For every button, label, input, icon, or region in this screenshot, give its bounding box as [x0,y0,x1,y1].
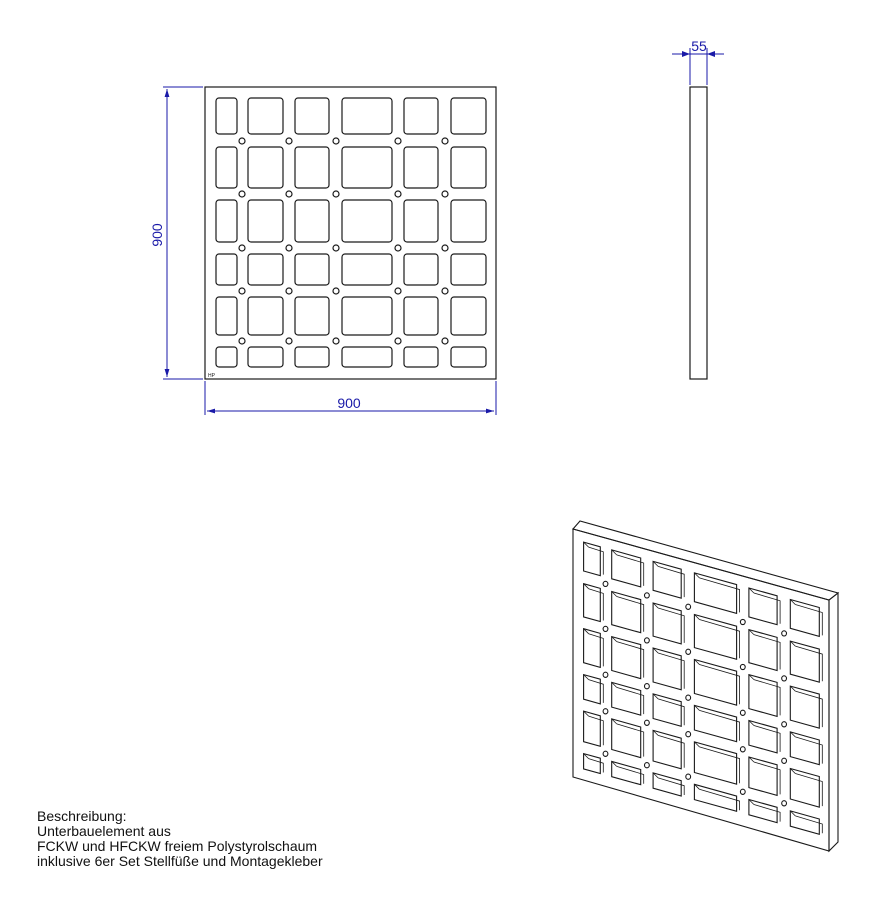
front-cell [451,147,486,188]
front-cell [248,297,283,335]
iso-cell [749,675,777,717]
iso-cell [584,542,601,576]
iso-cell [790,600,819,637]
front-hole [333,138,339,144]
front-cell [295,98,329,134]
iso-cell [694,573,736,614]
front-cell [342,254,392,285]
front-hole [286,191,292,197]
front-cell [216,147,237,188]
iso-cell-depth [589,547,604,575]
iso-cell-depth [699,789,739,810]
front-hole [239,338,245,344]
front-cell [451,200,486,242]
iso-hole [782,801,787,806]
iso-cell-depth [658,653,684,689]
front-hole [333,245,339,251]
iso-cell [612,761,641,784]
front-cell [216,254,237,285]
iso-cell [749,757,777,795]
front-cell [451,254,486,285]
iso-hole [686,649,691,654]
iso-hole [740,664,745,669]
iso-cell [584,675,601,704]
iso-cell-depth [589,680,604,703]
iso-cell [694,784,736,811]
iso-hole [603,751,608,756]
front-hole [442,338,448,344]
iso-cell [749,800,777,823]
front-hole [442,288,448,294]
iso-cell [694,615,736,660]
iso-cell [790,769,819,808]
front-hole [239,191,245,197]
iso-cell [653,694,681,726]
iso-hole [603,581,608,586]
iso-cell [749,630,777,671]
description-line: Unterbauelement aus [37,823,171,839]
front-hole [395,138,401,144]
iso-top-face [573,521,838,600]
front-cell [404,297,438,335]
iso-hole [740,747,745,752]
front-cell [404,254,438,285]
iso-cell-depth [589,634,604,667]
front-cell [451,98,486,134]
front-hole [286,245,292,251]
front-hole [286,288,292,294]
description-line: inklusive 6er Set Stellfüße und Montagekleber [37,853,323,869]
isometric-view [573,521,838,851]
height-label: 900 [149,223,165,247]
iso-cell-depth [699,578,739,613]
front-cell [295,254,329,285]
iso-hole [645,720,650,725]
iso-hole [686,604,691,609]
iso-cell [612,592,641,633]
iso-hole [645,593,650,598]
iso-cell-depth [754,635,780,670]
front-hole [442,245,448,251]
iso-cell [612,550,641,587]
front-hole [333,288,339,294]
iso-cell [612,637,641,679]
iso-hole [645,684,650,689]
iso-hole [603,626,608,631]
front-cell [451,347,486,367]
front-cell [295,347,329,367]
front-cell [216,200,237,242]
description-heading: Beschreibung: [37,808,127,824]
iso-cell [790,641,819,682]
front-cell [216,347,237,367]
front-hole [286,338,292,344]
iso-cell [749,721,777,753]
iso-side-face [829,593,838,851]
front-cell [451,297,486,335]
logo-mark: HP [208,373,215,379]
front-hole [395,338,401,344]
front-cell [342,147,392,188]
width-label: 900 [337,395,361,411]
iso-cell-depth [617,597,644,632]
height-dimension [163,87,203,379]
front-hole [239,245,245,251]
iso-cell [790,811,819,834]
front-hole [395,245,401,251]
iso-cell-depth [658,608,684,643]
iso-hole [686,774,691,779]
side-view-outline [690,87,707,379]
iso-cell-depth [589,716,604,745]
iso-cell [653,730,681,768]
iso-cell [653,648,681,690]
iso-cell [790,686,819,728]
front-cell [295,297,329,335]
front-hole [442,191,448,197]
front-hole [395,191,401,197]
iso-cell [694,660,736,706]
iso-hole [603,709,608,714]
front-hole [442,138,448,144]
front-cell [248,200,283,242]
iso-cell [584,711,601,746]
front-cell [248,254,283,285]
iso-cell-depth [589,589,604,621]
front-hole [333,191,339,197]
description-line: FCKW und HFCKW freiem Polystyrolschaum [37,838,318,854]
front-view [205,87,496,379]
front-cell [248,98,283,134]
iso-hole [645,763,650,768]
front-hole [395,288,401,294]
iso-cell [653,773,681,796]
front-cell [342,200,392,242]
iso-cell-depth [795,691,822,727]
front-cell [342,297,392,335]
front-cell [404,147,438,188]
front-cell [216,98,237,134]
iso-hole [603,672,608,677]
front-cell [295,200,329,242]
front-cell [404,200,438,242]
front-cell [248,147,283,188]
front-hole [239,288,245,294]
iso-cell-depth [699,710,739,740]
iso-hole [686,732,691,737]
iso-hole [782,676,787,681]
front-cell [404,98,438,134]
side-view [672,38,724,379]
iso-cell [653,561,681,598]
iso-hole [740,619,745,624]
front-hole [239,138,245,144]
iso-cell [694,742,736,784]
front-cell [342,98,392,134]
front-cell [248,347,283,367]
iso-hole [782,631,787,636]
thickness-label: 55 [691,38,707,54]
iso-hole [645,638,650,643]
iso-cell [612,719,641,758]
iso-cell [749,588,777,625]
front-cell [342,347,392,367]
front-cell [216,297,237,335]
iso-cell-depth [617,642,644,678]
iso-cell-depth [795,646,822,681]
iso-hole [686,695,691,700]
front-view-holes [239,138,448,344]
front-cell [404,347,438,367]
iso-cell-depth [754,680,780,716]
iso-hole [782,758,787,763]
iso-hole [782,722,787,727]
iso-hole [740,710,745,715]
description-block [37,809,323,869]
front-cell [295,147,329,188]
iso-cell [653,603,681,644]
iso-hole [740,789,745,794]
front-hole [286,138,292,144]
front-hole [333,338,339,344]
